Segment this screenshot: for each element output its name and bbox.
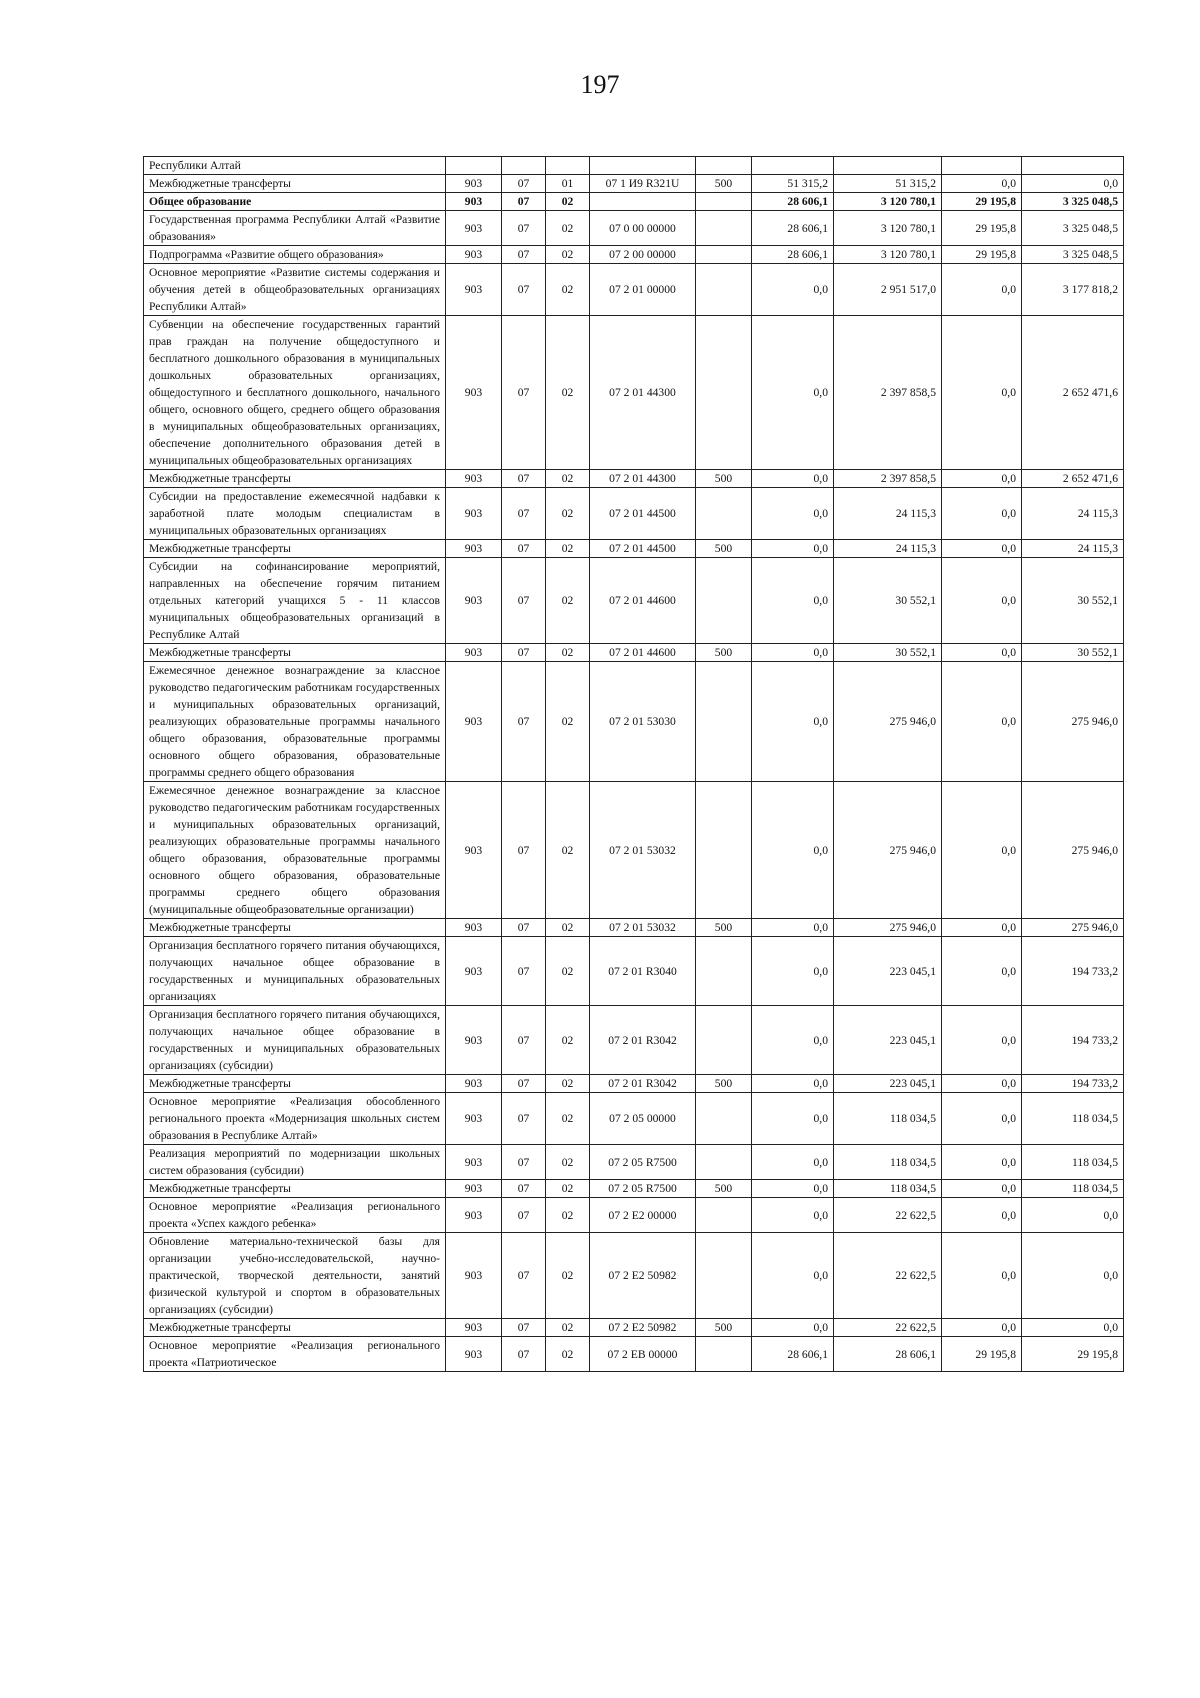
cell-csr: 07 2 01 44300 <box>590 470 696 488</box>
cell-sum-2: 118 034,5 <box>834 1180 942 1198</box>
cell-pr: 02 <box>546 316 590 470</box>
table-row <box>144 1075 1124 1093</box>
table-row <box>144 1180 1124 1198</box>
cell-sum-1: 0,0 <box>752 644 834 662</box>
cell-sum-1: 0,0 <box>752 1093 834 1145</box>
cell-sum-1: 0,0 <box>752 662 834 782</box>
cell-rz: 07 <box>502 1075 546 1093</box>
cell-sum-1: 0,0 <box>752 1145 834 1180</box>
cell-name: Основное мероприятие «Развитие системы содержания и обучения детей в общеобразовательных организациях Республики Алтай» <box>144 264 446 316</box>
cell-csr: 07 2 01 R3040 <box>590 937 696 1006</box>
cell-rz: 07 <box>502 470 546 488</box>
table-row <box>144 246 1124 264</box>
cell-sum-1: 0,0 <box>752 540 834 558</box>
cell-csr: 07 2 01 44600 <box>590 644 696 662</box>
cell-rz: 07 <box>502 264 546 316</box>
cell-vr <box>696 1006 752 1075</box>
cell-sum-2: 22 622,5 <box>834 1233 942 1319</box>
cell-sum-2: 275 946,0 <box>834 919 942 937</box>
cell-pr: 02 <box>546 1006 590 1075</box>
cell-rz: 07 <box>502 937 546 1006</box>
cell-sum-4: 275 946,0 <box>1022 782 1124 919</box>
cell-sum-2: 223 045,1 <box>834 1006 942 1075</box>
cell-sum-1: 0,0 <box>752 558 834 644</box>
cell-sum-3 <box>942 157 1022 175</box>
cell-rz: 07 <box>502 782 546 919</box>
cell-sum-1: 28 606,1 <box>752 193 834 211</box>
cell-csr <box>590 193 696 211</box>
cell-sum-3: 29 195,8 <box>942 1337 1022 1372</box>
cell-sum-1: 28 606,1 <box>752 246 834 264</box>
cell-csr: 07 2 E2 50982 <box>590 1233 696 1319</box>
cell-sum-1 <box>752 157 834 175</box>
cell-sum-2 <box>834 157 942 175</box>
cell-csr: 07 2 EB 00000 <box>590 1337 696 1372</box>
cell-sum-4: 2 652 471,6 <box>1022 316 1124 470</box>
cell-name: Межбюджетные трансферты <box>144 1180 446 1198</box>
cell-sum-4: 30 552,1 <box>1022 558 1124 644</box>
cell-name: Республики Алтай <box>144 157 446 175</box>
cell-name: Обновление материально-технической базы для организации учебно-исследовательской, научно-практической, творческой деятельности, занятий физической культурой и спортом в образовательных организациях (субсидии) <box>144 1233 446 1319</box>
cell-vr <box>696 264 752 316</box>
cell-sum-2: 22 622,5 <box>834 1319 942 1337</box>
cell-rz <box>502 157 546 175</box>
table-row <box>144 644 1124 662</box>
cell-pr: 02 <box>546 1198 590 1233</box>
cell-sum-3: 0,0 <box>942 1198 1022 1233</box>
cell-pr: 02 <box>546 937 590 1006</box>
cell-sum-2: 22 622,5 <box>834 1198 942 1233</box>
cell-sum-2: 223 045,1 <box>834 1075 942 1093</box>
cell-ved: 903 <box>446 1233 502 1319</box>
cell-sum-3: 0,0 <box>942 662 1022 782</box>
cell-vr <box>696 1233 752 1319</box>
cell-csr: 07 2 E2 00000 <box>590 1198 696 1233</box>
cell-rz: 07 <box>502 246 546 264</box>
cell-name: Субвенции на обеспечение государственных гарантий прав граждан на получение общедоступного и бесплатного дошкольного образования в муниципальных дошкольных образовательных организациях, общедоступного и бесплатного дошкольного, начального общего, основного общего, среднего общего образования в муниципальных общеобразовательных организациях, обеспечение дополнительного образования детей в муниципальных общеобразовательных организациях <box>144 316 446 470</box>
cell-sum-3: 29 195,8 <box>942 193 1022 211</box>
cell-vr <box>696 193 752 211</box>
cell-rz: 07 <box>502 662 546 782</box>
cell-sum-3: 29 195,8 <box>942 211 1022 246</box>
cell-ved: 903 <box>446 488 502 540</box>
cell-pr: 02 <box>546 193 590 211</box>
cell-pr: 02 <box>546 488 590 540</box>
cell-sum-4: 194 733,2 <box>1022 1075 1124 1093</box>
cell-sum-4: 0,0 <box>1022 1319 1124 1337</box>
cell-name: Ежемесячное денежное вознаграждение за классное руководство педагогическим работникам государственных и муниципальных образовательных организаций, реализующих образовательные программы начального общего образования, образовательные программы основного общего образования, образовательные программы среднего общего образования (муниципальные общеобразовательные организации) <box>144 782 446 919</box>
cell-name: Основное мероприятие «Реализация обособленного регионального проекта «Модернизация школьных систем образования в Республике Алтай» <box>144 1093 446 1145</box>
cell-rz: 07 <box>502 175 546 193</box>
cell-rz: 07 <box>502 1337 546 1372</box>
table-row <box>144 264 1124 316</box>
cell-sum-4: 3 325 048,5 <box>1022 193 1124 211</box>
cell-sum-1: 0,0 <box>752 1006 834 1075</box>
cell-ved: 903 <box>446 1075 502 1093</box>
cell-sum-1: 0,0 <box>752 316 834 470</box>
cell-pr: 01 <box>546 175 590 193</box>
cell-vr: 500 <box>696 1075 752 1093</box>
cell-vr <box>696 246 752 264</box>
cell-sum-4: 3 325 048,5 <box>1022 211 1124 246</box>
cell-ved: 903 <box>446 193 502 211</box>
cell-ved: 903 <box>446 1006 502 1075</box>
page-number: 197 <box>580 70 620 99</box>
cell-sum-3: 0,0 <box>942 644 1022 662</box>
cell-ved: 903 <box>446 937 502 1006</box>
cell-vr <box>696 211 752 246</box>
cell-sum-4: 2 652 471,6 <box>1022 470 1124 488</box>
table-row <box>144 316 1124 470</box>
cell-rz: 07 <box>502 558 546 644</box>
cell-ved: 903 <box>446 1180 502 1198</box>
cell-sum-4: 29 195,8 <box>1022 1337 1124 1372</box>
cell-sum-4: 0,0 <box>1022 1198 1124 1233</box>
cell-rz: 07 <box>502 1145 546 1180</box>
cell-sum-4: 3 177 818,2 <box>1022 264 1124 316</box>
cell-sum-2: 3 120 780,1 <box>834 246 942 264</box>
cell-ved: 903 <box>446 1093 502 1145</box>
cell-rz: 07 <box>502 540 546 558</box>
table-body <box>144 157 1124 1372</box>
cell-csr <box>590 157 696 175</box>
table-row <box>144 919 1124 937</box>
cell-rz: 07 <box>502 193 546 211</box>
table-row <box>144 470 1124 488</box>
cell-sum-4: 275 946,0 <box>1022 662 1124 782</box>
cell-csr: 07 2 01 53030 <box>590 662 696 782</box>
cell-name: Государственная программа Республики Алтай «Развитие образования» <box>144 211 446 246</box>
cell-sum-3: 29 195,8 <box>942 246 1022 264</box>
cell-sum-1: 28 606,1 <box>752 1337 834 1372</box>
cell-sum-2: 2 397 858,5 <box>834 470 942 488</box>
cell-csr: 07 2 01 44500 <box>590 540 696 558</box>
cell-sum-3: 0,0 <box>942 1180 1022 1198</box>
cell-vr <box>696 316 752 470</box>
table-row <box>144 782 1124 919</box>
cell-csr: 07 2 05 R7500 <box>590 1145 696 1180</box>
cell-rz: 07 <box>502 488 546 540</box>
cell-name: Подпрограмма «Развитие общего образования» <box>144 246 446 264</box>
cell-vr: 500 <box>696 1319 752 1337</box>
cell-rz: 07 <box>502 1233 546 1319</box>
cell-vr <box>696 937 752 1006</box>
cell-sum-4: 30 552,1 <box>1022 644 1124 662</box>
cell-sum-4: 118 034,5 <box>1022 1145 1124 1180</box>
cell-sum-1: 0,0 <box>752 782 834 919</box>
cell-pr: 02 <box>546 264 590 316</box>
cell-name: Основное мероприятие «Реализация регионального проекта «Патриотическое <box>144 1337 446 1372</box>
cell-name: Межбюджетные трансферты <box>144 644 446 662</box>
cell-sum-3: 0,0 <box>942 782 1022 919</box>
cell-vr: 500 <box>696 1180 752 1198</box>
cell-sum-2: 3 120 780,1 <box>834 193 942 211</box>
cell-pr: 02 <box>546 1075 590 1093</box>
cell-ved: 903 <box>446 316 502 470</box>
cell-csr: 07 2 01 53032 <box>590 919 696 937</box>
cell-ved: 903 <box>446 175 502 193</box>
cell-sum-2: 275 946,0 <box>834 662 942 782</box>
cell-pr: 02 <box>546 1145 590 1180</box>
table-row <box>144 558 1124 644</box>
cell-vr: 500 <box>696 919 752 937</box>
cell-sum-4: 24 115,3 <box>1022 540 1124 558</box>
cell-csr: 07 2 01 R3042 <box>590 1006 696 1075</box>
cell-ved: 903 <box>446 1198 502 1233</box>
cell-name: Межбюджетные трансферты <box>144 175 446 193</box>
cell-sum-3: 0,0 <box>942 558 1022 644</box>
cell-sum-3: 0,0 <box>942 1006 1022 1075</box>
cell-sum-2: 118 034,5 <box>834 1145 942 1180</box>
cell-pr: 02 <box>546 662 590 782</box>
cell-vr <box>696 1198 752 1233</box>
cell-csr: 07 2 01 44500 <box>590 488 696 540</box>
cell-sum-3: 0,0 <box>942 264 1022 316</box>
table-row <box>144 175 1124 193</box>
cell-vr <box>696 782 752 919</box>
cell-rz: 07 <box>502 1093 546 1145</box>
cell-csr: 07 2 01 00000 <box>590 264 696 316</box>
cell-ved: 903 <box>446 470 502 488</box>
cell-csr: 07 2 01 53032 <box>590 782 696 919</box>
cell-csr: 07 1 И9 R321U <box>590 175 696 193</box>
cell-pr: 02 <box>546 1233 590 1319</box>
cell-sum-1: 0,0 <box>752 919 834 937</box>
cell-name: Межбюджетные трансферты <box>144 1075 446 1093</box>
cell-sum-3: 0,0 <box>942 488 1022 540</box>
cell-sum-1: 0,0 <box>752 264 834 316</box>
cell-pr: 02 <box>546 644 590 662</box>
cell-sum-1: 0,0 <box>752 1319 834 1337</box>
cell-name: Организация бесплатного горячего питания обучающихся, получающих начальное общее образование в государственных и муниципальных образовательных организациях <box>144 937 446 1006</box>
cell-csr: 07 2 01 44300 <box>590 316 696 470</box>
cell-pr: 02 <box>546 782 590 919</box>
cell-sum-1: 51 315,2 <box>752 175 834 193</box>
cell-sum-4: 0,0 <box>1022 175 1124 193</box>
cell-sum-3: 0,0 <box>942 1075 1022 1093</box>
cell-sum-4: 0,0 <box>1022 1233 1124 1319</box>
cell-vr <box>696 558 752 644</box>
cell-sum-3: 0,0 <box>942 1145 1022 1180</box>
table-row <box>144 488 1124 540</box>
cell-name: Общее образование <box>144 193 446 211</box>
table-row <box>144 662 1124 782</box>
cell-pr: 02 <box>546 919 590 937</box>
cell-ved: 903 <box>446 1145 502 1180</box>
cell-sum-2: 3 120 780,1 <box>834 211 942 246</box>
cell-rz: 07 <box>502 1180 546 1198</box>
cell-sum-1: 0,0 <box>752 470 834 488</box>
cell-sum-3: 0,0 <box>942 1319 1022 1337</box>
cell-vr <box>696 1145 752 1180</box>
cell-sum-4: 24 115,3 <box>1022 488 1124 540</box>
cell-name: Основное мероприятие «Реализация регионального проекта «Успех каждого ребенка» <box>144 1198 446 1233</box>
cell-ved <box>446 157 502 175</box>
cell-sum-3: 0,0 <box>942 919 1022 937</box>
cell-pr: 02 <box>546 1180 590 1198</box>
cell-name: Ежемесячное денежное вознаграждение за классное руководство педагогическим работникам государственных и муниципальных образовательных организаций, реализующих образовательные программы начального общего образования, образовательные программы основного общего образования, образовательные программы среднего общего образования <box>144 662 446 782</box>
cell-pr: 02 <box>546 558 590 644</box>
cell-sum-4: 118 034,5 <box>1022 1093 1124 1145</box>
cell-rz: 07 <box>502 211 546 246</box>
table-row <box>144 1198 1124 1233</box>
cell-name: Межбюджетные трансферты <box>144 919 446 937</box>
cell-ved: 903 <box>446 246 502 264</box>
cell-vr <box>696 1337 752 1372</box>
budget-table <box>143 156 1124 1372</box>
cell-sum-2: 30 552,1 <box>834 558 942 644</box>
cell-ved: 903 <box>446 264 502 316</box>
cell-sum-2: 30 552,1 <box>834 644 942 662</box>
cell-sum-2: 275 946,0 <box>834 782 942 919</box>
cell-pr: 02 <box>546 1319 590 1337</box>
cell-vr <box>696 488 752 540</box>
cell-pr: 02 <box>546 211 590 246</box>
cell-sum-1: 0,0 <box>752 1198 834 1233</box>
table-row <box>144 157 1124 175</box>
cell-name: Субсидии на софинансирование мероприятий, направленных на обеспечение горячим питанием отдельных категорий учащихся 5 - 11 классов муниципальных общеобразовательных организаций в Республике Алтай <box>144 558 446 644</box>
cell-sum-1: 28 606,1 <box>752 211 834 246</box>
cell-sum-2: 24 115,3 <box>834 540 942 558</box>
cell-pr: 02 <box>546 1093 590 1145</box>
cell-ved: 903 <box>446 782 502 919</box>
cell-pr: 02 <box>546 246 590 264</box>
cell-ved: 903 <box>446 558 502 644</box>
cell-rz: 07 <box>502 919 546 937</box>
cell-vr <box>696 157 752 175</box>
cell-sum-2: 51 315,2 <box>834 175 942 193</box>
cell-name: Межбюджетные трансферты <box>144 540 446 558</box>
cell-name: Организация бесплатного горячего питания обучающихся, получающих начальное общее образование в государственных и муниципальных образовательных организациях (субсидии) <box>144 1006 446 1075</box>
cell-pr <box>546 157 590 175</box>
cell-sum-3: 0,0 <box>942 175 1022 193</box>
cell-sum-2: 28 606,1 <box>834 1337 942 1372</box>
cell-sum-1: 0,0 <box>752 1233 834 1319</box>
cell-sum-3: 0,0 <box>942 540 1022 558</box>
table-row <box>144 1337 1124 1372</box>
cell-vr: 500 <box>696 644 752 662</box>
cell-sum-2: 2 397 858,5 <box>834 316 942 470</box>
table-row <box>144 193 1124 211</box>
cell-csr: 07 2 01 R3042 <box>590 1075 696 1093</box>
cell-sum-4 <box>1022 157 1124 175</box>
cell-sum-4: 118 034,5 <box>1022 1180 1124 1198</box>
table-row <box>144 1319 1124 1337</box>
cell-rz: 07 <box>502 644 546 662</box>
cell-csr: 07 0 00 00000 <box>590 211 696 246</box>
cell-ved: 903 <box>446 919 502 937</box>
table-row <box>144 1145 1124 1180</box>
cell-sum-2: 2 951 517,0 <box>834 264 942 316</box>
cell-rz: 07 <box>502 1319 546 1337</box>
cell-sum-1: 0,0 <box>752 937 834 1006</box>
cell-sum-3: 0,0 <box>942 316 1022 470</box>
cell-pr: 02 <box>546 470 590 488</box>
cell-csr: 07 2 00 00000 <box>590 246 696 264</box>
cell-sum-3: 0,0 <box>942 937 1022 1006</box>
cell-ved: 903 <box>446 211 502 246</box>
cell-pr: 02 <box>546 1337 590 1372</box>
cell-rz: 07 <box>502 1006 546 1075</box>
table-row <box>144 1006 1124 1075</box>
cell-name: Субсидии на предоставление ежемесячной надбавки к заработной плате молодым специалистам в муниципальных образовательных организациях <box>144 488 446 540</box>
cell-vr: 500 <box>696 470 752 488</box>
cell-sum-4: 275 946,0 <box>1022 919 1124 937</box>
cell-sum-1: 0,0 <box>752 1180 834 1198</box>
cell-rz: 07 <box>502 1198 546 1233</box>
cell-sum-4: 3 325 048,5 <box>1022 246 1124 264</box>
cell-sum-2: 223 045,1 <box>834 937 942 1006</box>
cell-sum-1: 0,0 <box>752 488 834 540</box>
cell-csr: 07 2 01 44600 <box>590 558 696 644</box>
cell-vr <box>696 662 752 782</box>
cell-vr: 500 <box>696 175 752 193</box>
cell-csr: 07 2 05 00000 <box>590 1093 696 1145</box>
cell-name: Реализация мероприятий по модернизации школьных систем образования (субсидии) <box>144 1145 446 1180</box>
table-row <box>144 1233 1124 1319</box>
cell-ved: 903 <box>446 662 502 782</box>
cell-ved: 903 <box>446 540 502 558</box>
table-row <box>144 540 1124 558</box>
table-row <box>144 211 1124 246</box>
cell-rz: 07 <box>502 316 546 470</box>
cell-csr: 07 2 05 R7500 <box>590 1180 696 1198</box>
table-row <box>144 937 1124 1006</box>
cell-sum-4: 194 733,2 <box>1022 937 1124 1006</box>
cell-name: Межбюджетные трансферты <box>144 470 446 488</box>
table-row <box>144 1093 1124 1145</box>
cell-sum-3: 0,0 <box>942 1233 1022 1319</box>
cell-sum-2: 24 115,3 <box>834 488 942 540</box>
cell-vr <box>696 1093 752 1145</box>
cell-ved: 903 <box>446 1337 502 1372</box>
cell-sum-4: 194 733,2 <box>1022 1006 1124 1075</box>
cell-sum-3: 0,0 <box>942 470 1022 488</box>
cell-vr: 500 <box>696 540 752 558</box>
cell-sum-1: 0,0 <box>752 1075 834 1093</box>
cell-pr: 02 <box>546 540 590 558</box>
cell-sum-3: 0,0 <box>942 1093 1022 1145</box>
cell-name: Межбюджетные трансферты <box>144 1319 446 1337</box>
cell-ved: 903 <box>446 1319 502 1337</box>
cell-sum-2: 118 034,5 <box>834 1093 942 1145</box>
cell-ved: 903 <box>446 644 502 662</box>
cell-csr: 07 2 E2 50982 <box>590 1319 696 1337</box>
